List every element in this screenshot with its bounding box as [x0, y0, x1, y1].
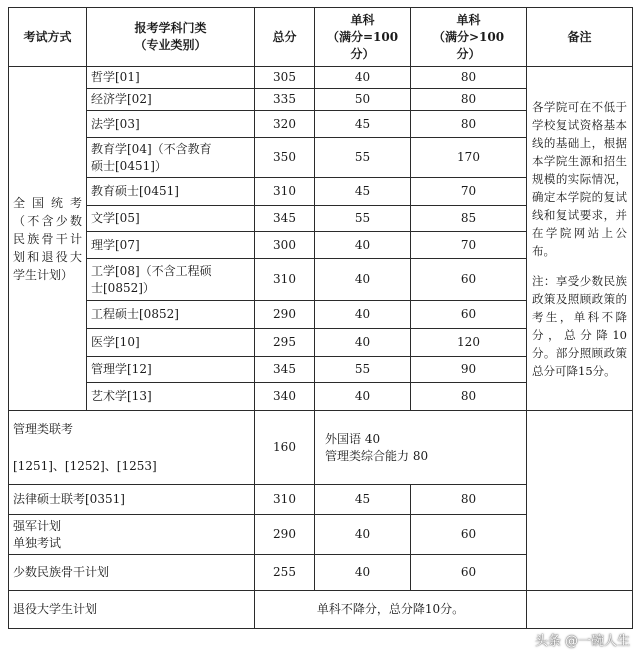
single-gt100-cell: 90	[411, 357, 527, 383]
veteran-label: 退役大学生计划	[9, 591, 255, 629]
single-gt100-cell: 85	[411, 206, 527, 232]
header-single-gt100: 单科 （满分>100 分）	[411, 8, 527, 67]
minority-backbone-label: 少数民族骨干计划	[9, 555, 255, 591]
single-gt100-cell: 60	[411, 301, 527, 329]
subject-cell: 工学[08]（不含工程硕 士[0852]）	[87, 259, 255, 301]
total-cell: 320	[255, 111, 315, 138]
subject-cell: 教育学[04]（不含教育 硕士[0451]）	[87, 138, 255, 178]
remarks-paragraph-1: 各学院可在不低于学校复试资格基本线的基础上，根据本学院生源和招生规模的实际情况，确定本学院的复试线和复试要求，并在学院网站上公布。	[532, 99, 627, 258]
subject-cell: 教育硕士[0451]	[87, 178, 255, 206]
management-joint-row	[9, 411, 633, 485]
veteran-detail: 单科不降分，总分降10分。	[255, 591, 527, 629]
management-joint-label: 管理类联考 [1251]、[1252]、[1253]	[9, 411, 255, 485]
single100-cell: 40	[315, 329, 411, 357]
strong-army-single100: 40	[315, 515, 411, 555]
header-row	[9, 8, 633, 67]
subject-cell: 医学[10]	[87, 329, 255, 357]
single100-cell: 40	[315, 259, 411, 301]
law-master-label: 法律硕士联考[0351]	[9, 485, 255, 515]
total-cell: 305	[255, 67, 315, 89]
minority-backbone-single-gt100: 60	[411, 555, 527, 591]
law-master-single100: 45	[315, 485, 411, 515]
single100-cell: 40	[315, 301, 411, 329]
single100-cell: 50	[315, 89, 411, 111]
single-gt100-cell: 60	[411, 259, 527, 301]
single100-cell: 40	[315, 67, 411, 89]
law-master-total: 310	[255, 485, 315, 515]
watermark: 头条 @一碗人生	[534, 634, 630, 649]
header-remarks: 备注	[527, 8, 633, 67]
subject-cell: 工程硕士[0852]	[87, 301, 255, 329]
header-total: 总分	[255, 8, 315, 67]
subject-cell: 管理学[12]	[87, 357, 255, 383]
subject-cell: 艺术学[13]	[87, 383, 255, 411]
single-gt100-cell: 120	[411, 329, 527, 357]
single100-cell: 55	[315, 206, 411, 232]
total-cell: 295	[255, 329, 315, 357]
header-category: 报考学科门类 （专业类别）	[87, 8, 255, 67]
subject-cell: 哲学[01]	[87, 67, 255, 89]
minority-backbone-single100: 40	[315, 555, 411, 591]
strong-army-single-gt100: 60	[411, 515, 527, 555]
single-gt100-cell: 80	[411, 67, 527, 89]
header-exam-mode: 考试方式	[9, 8, 87, 67]
subject-cell: 文学[05]	[87, 206, 255, 232]
strong-army-label: 强军计划 单独考试	[9, 515, 255, 555]
single-gt100-cell: 80	[411, 111, 527, 138]
single100-cell: 45	[315, 178, 411, 206]
total-cell: 310	[255, 259, 315, 301]
single-gt100-cell: 80	[411, 89, 527, 111]
law-master-single-gt100: 80	[411, 485, 527, 515]
total-cell: 345	[255, 206, 315, 232]
table-row	[9, 67, 633, 89]
minority-backbone-total: 255	[255, 555, 315, 591]
single100-cell: 40	[315, 383, 411, 411]
total-cell: 340	[255, 383, 315, 411]
total-cell: 335	[255, 89, 315, 111]
total-cell: 300	[255, 232, 315, 259]
total-cell: 310	[255, 178, 315, 206]
management-joint-detail: 外国语 40 管理类综合能力 80	[315, 411, 527, 485]
subject-cell: 法学[03]	[87, 111, 255, 138]
single-gt100-cell: 80	[411, 383, 527, 411]
national-exam-label: 全国统考（不含少数民族骨干计划和退役大学生计划）	[9, 67, 87, 411]
single100-cell: 55	[315, 357, 411, 383]
single-gt100-cell: 70	[411, 178, 527, 206]
total-cell: 290	[255, 301, 315, 329]
single-gt100-cell: 70	[411, 232, 527, 259]
subject-cell: 理学[07]	[87, 232, 255, 259]
total-cell: 345	[255, 357, 315, 383]
total-cell: 350	[255, 138, 315, 178]
remarks-paragraph-2: 注：享受少数民族政策及照顾政策的考生，单科不降分，总分降10分。部分照顾政策总分可降15分。	[532, 273, 627, 378]
single-gt100-cell: 170	[411, 138, 527, 178]
subject-cell: 经济学[02]	[87, 89, 255, 111]
remarks-cell	[527, 67, 633, 411]
strong-army-total: 290	[255, 515, 315, 555]
single100-cell: 55	[315, 138, 411, 178]
single100-cell: 45	[315, 111, 411, 138]
score-line-table	[8, 7, 633, 629]
header-single-100: 单科 （满分=100 分）	[315, 8, 411, 67]
remarks-empty-cell	[527, 411, 633, 591]
veteran-row	[9, 591, 633, 629]
veteran-remarks-cell	[527, 591, 633, 629]
single100-cell: 40	[315, 232, 411, 259]
management-joint-total: 160	[255, 411, 315, 485]
